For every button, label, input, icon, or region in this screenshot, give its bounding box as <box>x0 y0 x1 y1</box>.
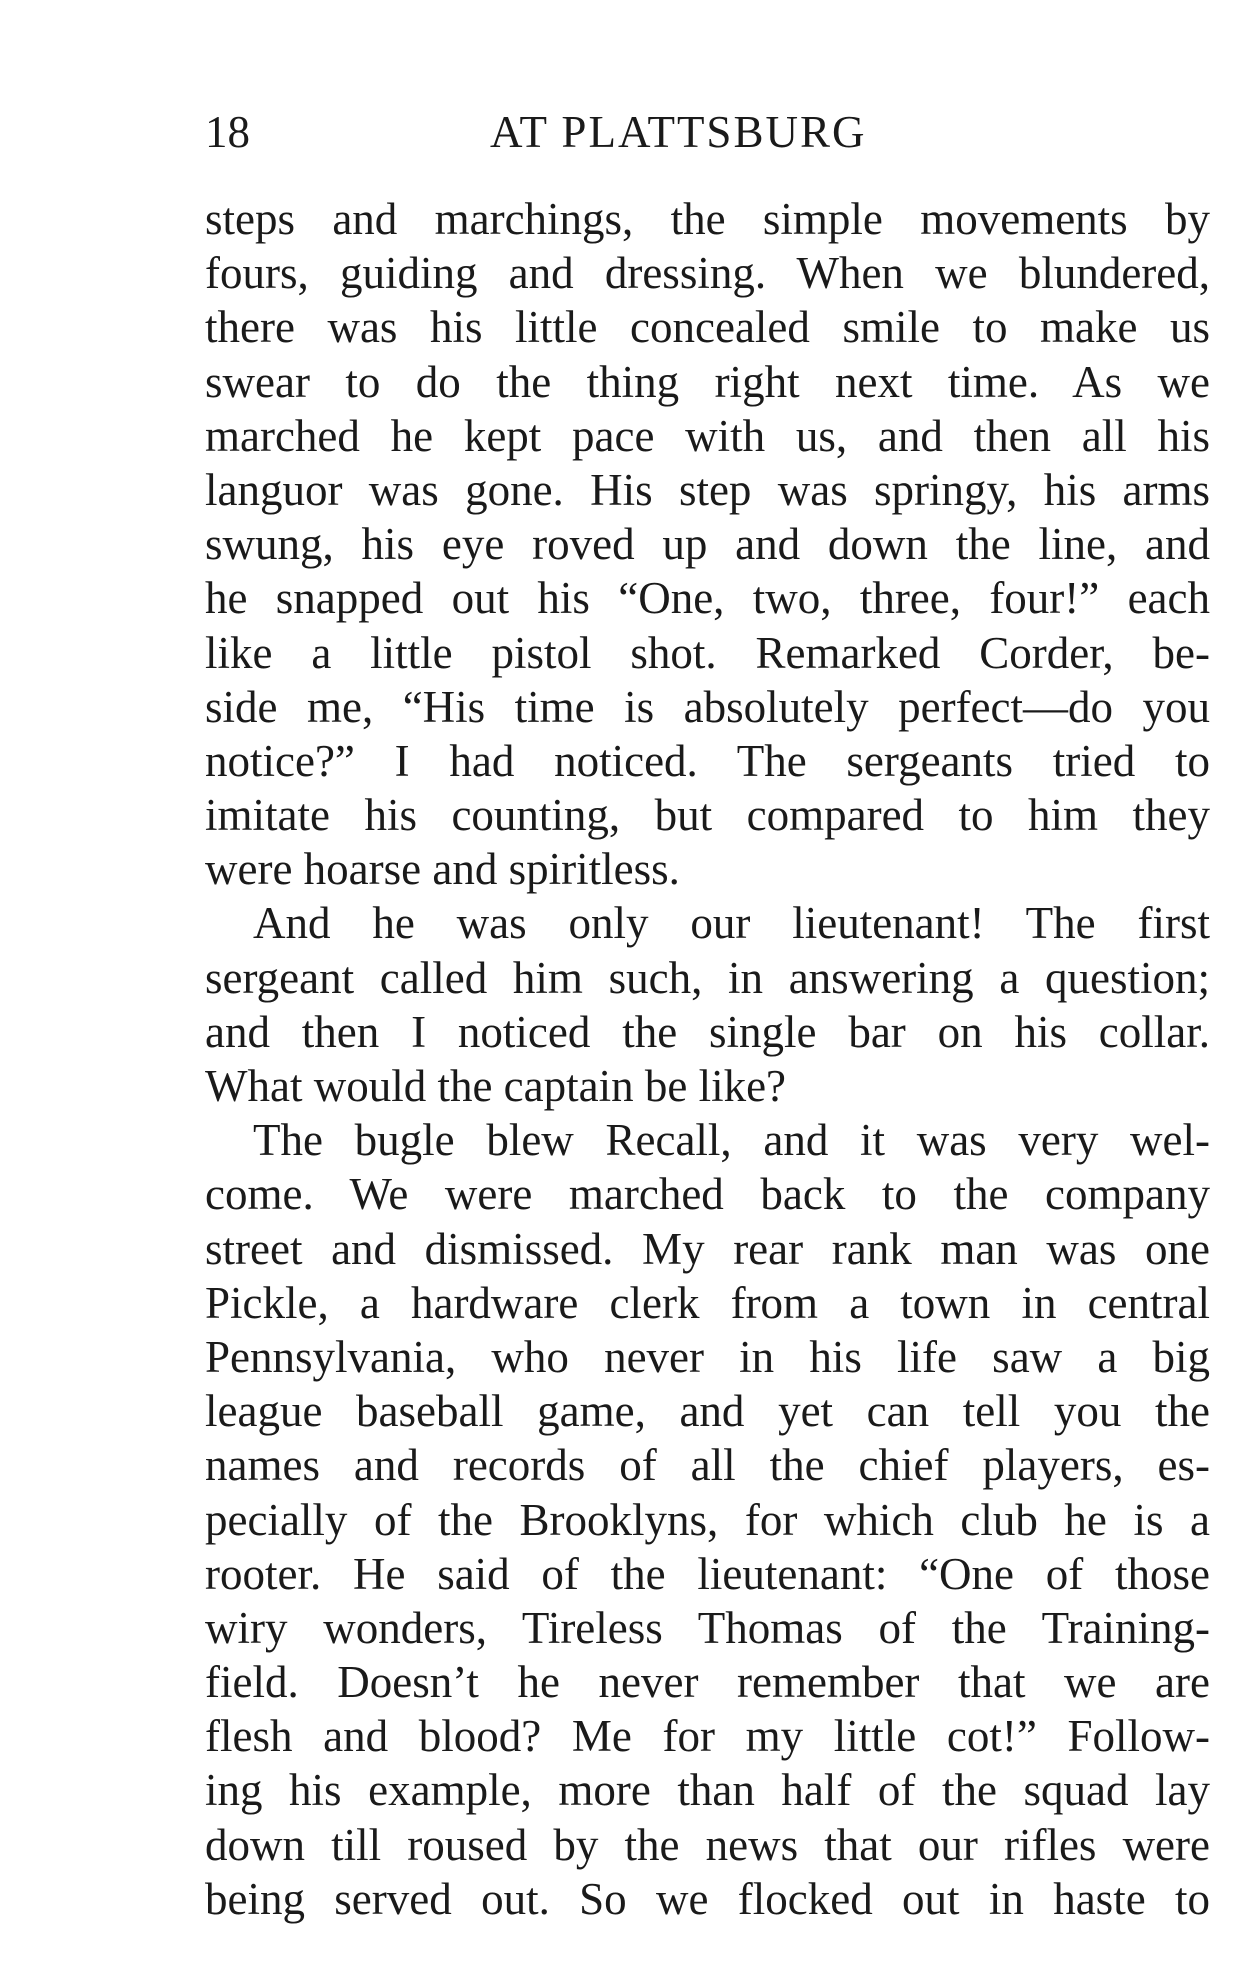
text-line: league baseball game, and yet can tell you the <box>205 1386 1210 1437</box>
text-line: and then I noticed the single bar on his collar. <box>205 1006 1210 1057</box>
text-line: marched he kept pace with us, and then all his <box>205 410 1210 461</box>
text-line: field. Doesn’t he never remember that we are <box>205 1657 1210 1708</box>
text-line: come. We were marched back to the company <box>205 1169 1210 1220</box>
text-line: street and dismissed. My rear rank man was one <box>205 1223 1210 1274</box>
text-line: notice?” I had noticed. The sergeants tried to <box>205 735 1210 786</box>
text-line: Pickle, a hardware clerk from a town in central <box>205 1277 1210 1328</box>
text-line: pecially of the Brooklyns, for which club he is a <box>205 1494 1210 1545</box>
text-line: fours, guiding and dressing. When we blundered, <box>205 248 1210 299</box>
text-line: swear to do the thing right next time. As we <box>205 356 1210 407</box>
text-line: swung, his eye roved up and down the line, and <box>205 519 1210 570</box>
text-line: languor was gone. His step was springy, his arms <box>205 464 1210 515</box>
running-title: AT PLATTSBURG <box>490 107 867 157</box>
text-line: there was his little concealed smile to make us <box>205 302 1210 353</box>
text-line: rooter. He said of the lieutenant: “One of those <box>205 1548 1210 1599</box>
text-line: sergeant called him such, in answering a question; <box>205 952 1210 1003</box>
text-line: steps and marchings, the simple movements by <box>205 194 1210 244</box>
text-line: The bugle blew Recall, and it was very wel- <box>253 1115 1210 1166</box>
text-line: And he was only our lieutenant! The first <box>253 898 1210 949</box>
text-line: flesh and blood? Me for my little cot!” Follow- <box>205 1711 1210 1762</box>
text-line: like a little pistol shot. Remarked Corder, be- <box>205 627 1210 678</box>
running-head <box>205 100 1210 164</box>
text-line: wiry wonders, Tireless Thomas of the Training- <box>205 1602 1210 1653</box>
text-line: side me, “His time is absolutely perfect—do you <box>205 681 1210 732</box>
page-number: 18 <box>205 107 250 157</box>
text-line: names and records of all the chief players, es- <box>205 1440 1210 1491</box>
text-line: What would the captain be like? <box>205 1061 787 1111</box>
text-line: ing his example, more than half of the squad lay <box>205 1765 1210 1816</box>
text-line: he snapped out his “One, two, three, four!” each <box>205 573 1210 624</box>
text-line: were hoarse and spiritless. <box>205 844 680 895</box>
text-line: imitate his counting, but compared to him they <box>205 790 1210 841</box>
text-line: down till roused by the news that our rifles were <box>205 1819 1210 1870</box>
text-line: Pennsylvania, who never in his life saw a big <box>205 1331 1210 1382</box>
body-text <box>205 192 1210 1926</box>
text-line: being served out. So we flocked out in haste to <box>205 1873 1210 1924</box>
